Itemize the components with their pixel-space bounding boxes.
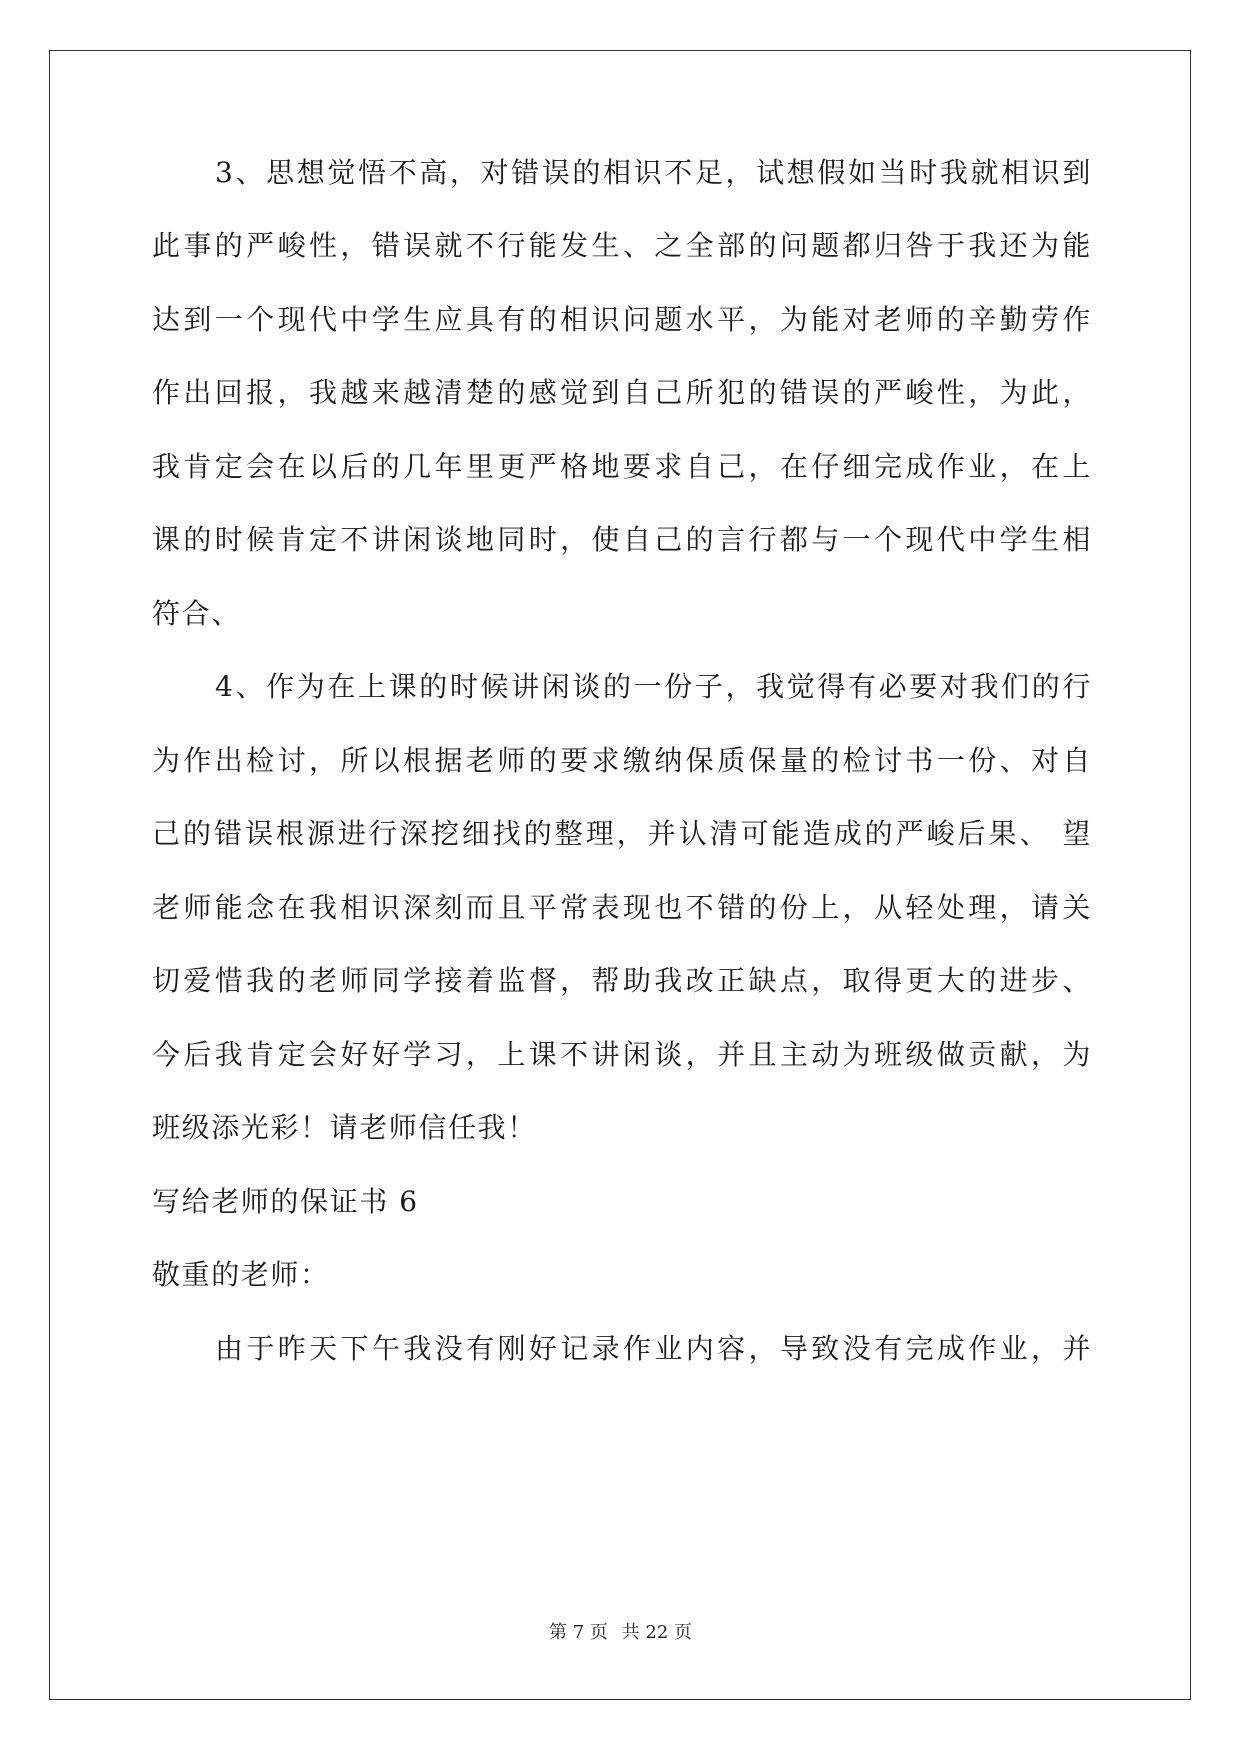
paragraph-line: 达到一个现代中学生应具有的相识问题水平，为能对老师的辛勤劳作	[152, 303, 1092, 336]
paragraph-line: 己的错误根源进行深挖细找的整理，并认清可能造成的严峻后果、 望	[152, 817, 1092, 850]
paragraph-line: 4、作为在上课的时候讲闲谈的一份子，我觉得有必要对我们的行	[215, 670, 1092, 703]
paragraph-line: 作出回报，我越来越清楚的感觉到自己所犯的错误的严峻性，为此，	[152, 376, 1092, 409]
paragraph-line: 为作出检讨，所以根据老师的要求缴纳保质保量的检讨书一份、对自	[152, 744, 1092, 777]
paragraph-line: 老师能念在我相识深刻而且平常表现也不错的份上，从轻处理，请关	[152, 891, 1092, 924]
page-border	[49, 50, 1191, 1700]
page-number: 第 7 页	[549, 1622, 608, 1643]
paragraph-line: 切爱惜我的老师同学接着监督，帮助我改正缺点，取得更大的进步、	[152, 964, 1092, 997]
paragraph-line: 由于昨天下午我没有刚好记录作业内容，导致没有完成作业，并	[215, 1332, 1092, 1365]
paragraph-line: 今后我肯定会好好学习，上课不讲闲谈，并且主动为班级做贡献，为	[152, 1038, 1092, 1071]
paragraph-line: 符合、	[152, 597, 241, 630]
paragraph-line: 课的时候肯定不讲闲谈地同时，使自己的言行都与一个现代中学生相	[152, 523, 1092, 556]
paragraph-line: 3、思想觉悟不高，对错误的相识不足，试想假如当时我就相识到	[215, 156, 1092, 189]
paragraph-line: 班级添光彩！请老师信任我！	[152, 1111, 537, 1144]
paragraph-line: 此事的严峻性，错误就不行能发生、之全部的问题都归咎于我还为能	[152, 229, 1092, 262]
page-total: 共 22 页	[621, 1622, 692, 1643]
salutation: 敬重的老师：	[152, 1258, 330, 1291]
section-heading: 写给老师的保证书 6	[152, 1185, 419, 1218]
page-footer	[0, 1618, 1241, 1644]
paragraph-line: 我肯定会在以后的几年里更严格地要求自己，在仔细完成作业，在上	[152, 450, 1092, 483]
